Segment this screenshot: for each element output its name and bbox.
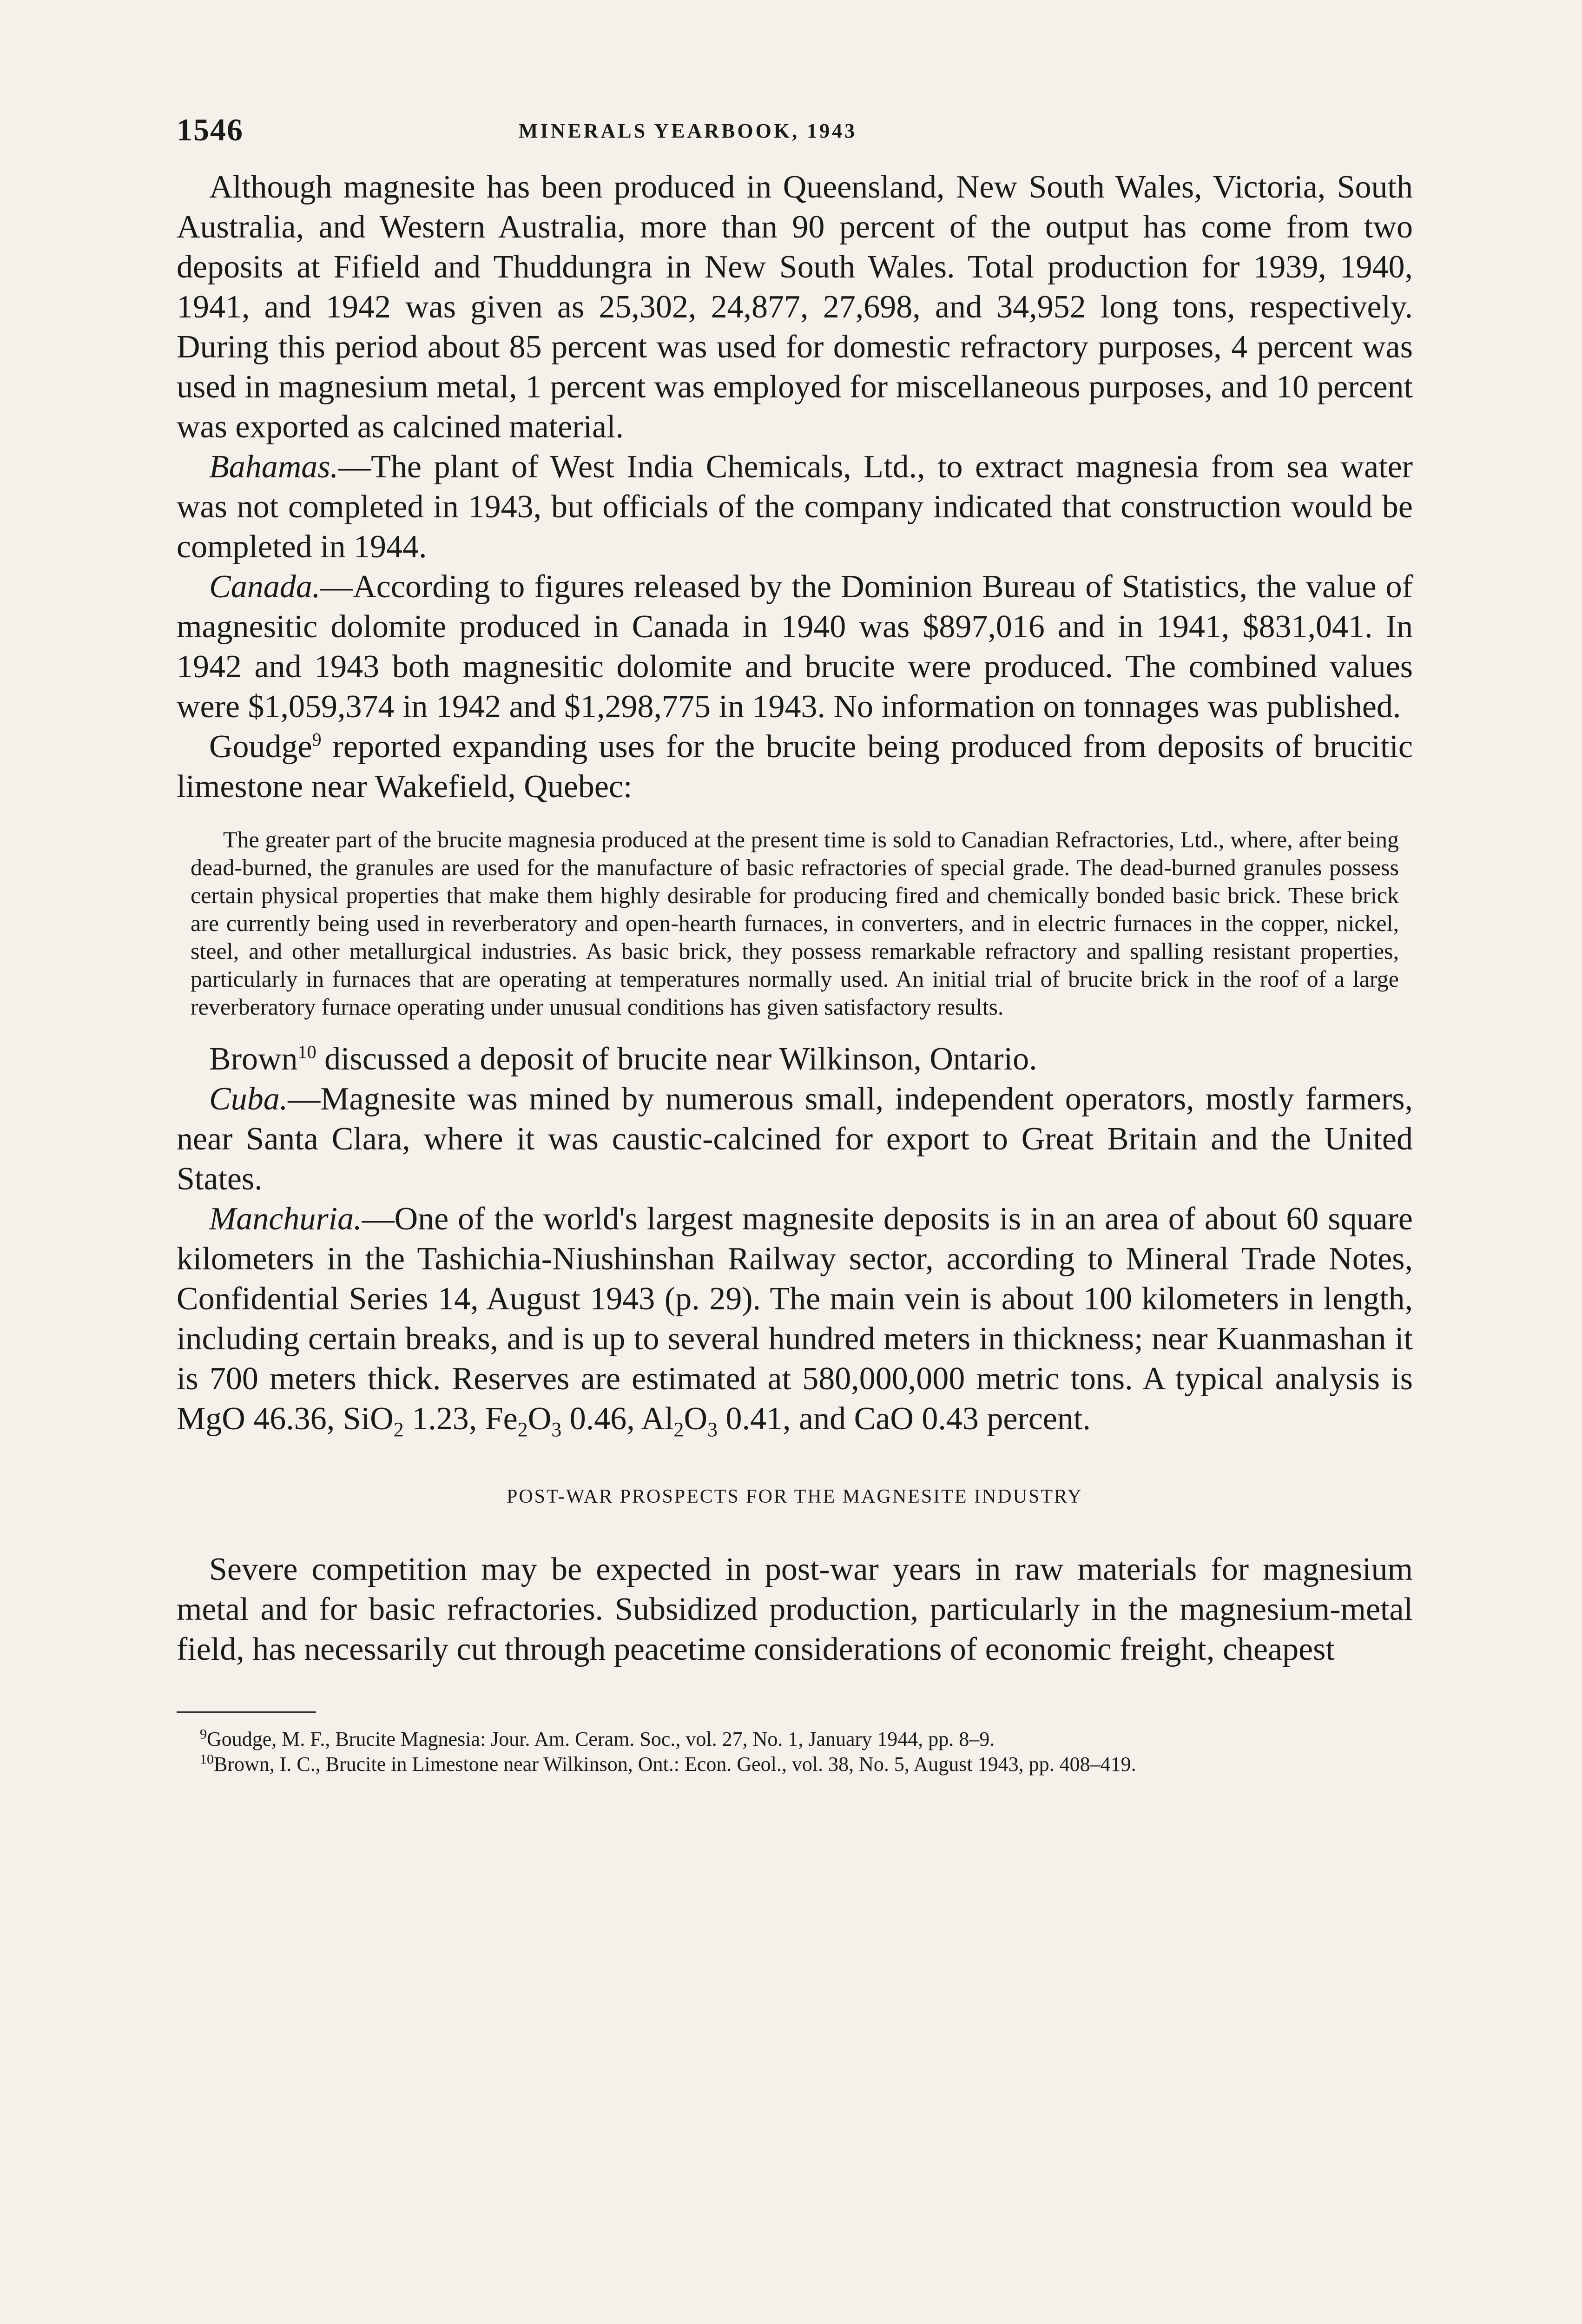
goudge-text: reported expanding uses for the brucite being produced from deposits of brucitic limestone near Wakefield, Quebec: — [177, 729, 1413, 805]
footnote-mark: 10 — [200, 1751, 214, 1767]
manchuria-text-part: O — [527, 1401, 552, 1437]
paragraph-postwar: Severe competition may be expected in post-war years in raw materials for magnesium metal and for basic refractories. Subsidized production, particularly in the magnesium-metal field, has necessarily cut through peacetime considerations of economic freight, cheapest — [177, 1552, 1413, 1667]
subscript: 3 — [707, 1418, 718, 1441]
subscript: 2 — [393, 1418, 404, 1441]
main-text — [177, 167, 1413, 1670]
block-quote — [177, 825, 1413, 1021]
manchuria-text-part: O — [684, 1401, 707, 1437]
subscript: 3 — [551, 1418, 562, 1441]
manchuria-text-part: 0.41, and CaO 0.43 percent. — [718, 1401, 1091, 1437]
canada-text: —According to figures released by the Dominion Bureau of Statistics, the value of magnesitic dolomite produced in Canada in 1940 was $897,016 and in 1941, $831,041. In 1942 and 1943 both magnesitic dolomite and brucite were produced. The combined values were $1,059,374 in 1942 and $1,298,775 in 1943. No information on tonnages was published. — [177, 569, 1413, 725]
running-head — [177, 112, 1413, 167]
footnote-9 — [177, 1727, 1413, 1752]
subscript: 2 — [673, 1418, 684, 1441]
footnote-mark: 9 — [200, 1726, 207, 1742]
running-title: MINERALS YEARBOOK, 1943 — [518, 119, 857, 142]
bahamas-text: —The plant of West India Chemicals, Ltd., to extract magnesia from sea water was not completed in 1943, but officials of the company indicated that construction would be completed in 1944. — [177, 449, 1413, 565]
country-heading-canada: Canada. — [209, 569, 321, 605]
footnote-ref-10: 10 — [297, 1041, 316, 1063]
paragraph-cuba — [177, 1079, 1413, 1199]
footnote-ref-9: 9 — [312, 729, 322, 750]
brown-name: Brown — [209, 1041, 298, 1077]
paragraph-bahamas — [177, 447, 1413, 567]
brown-text: discussed a deposit of brucite near Wilkinson, Ontario. — [316, 1041, 1037, 1077]
country-heading-cuba: Cuba. — [209, 1081, 288, 1117]
page-number: 1546 — [177, 112, 244, 147]
manchuria-text-part: 1.23, Fe — [403, 1401, 518, 1437]
footnote-divider — [177, 1711, 316, 1713]
footnote-text: Goudge, M. F., Brucite Magnesia: Jour. Am. Ceram. Soc., vol. 27, No. 1, January 1944, pp. 8–9. — [207, 1728, 995, 1750]
paragraph-australia: Although magnesite has been produced in Queensland, New South Wales, Victoria, South Australia, and Western Australia, more than 90 percent of the output has come from two deposits at Fifield and Thuddungra in New South Wales. Total production for 1939, 1940, 1941, and 1942 was given as 25,302, 24,877, 27,698, and 34,952 long tons, respectively. During this period about 85 percent was used for domestic refractory purposes, 4 percent was used in magnesium metal, 1 percent was employed for miscellaneous purposes, and 10 percent was exported as calcined material. — [177, 169, 1413, 445]
paragraph-canada — [177, 567, 1413, 727]
paragraph-goudge — [177, 727, 1413, 807]
country-heading-bahamas: Bahamas. — [209, 449, 339, 485]
manchuria-text-part: 0.46, Al — [561, 1401, 674, 1437]
section-heading: POST-WAR PROSPECTS FOR THE MAGNESITE INDUSTRY — [506, 1486, 1083, 1507]
paragraph-brown — [177, 1039, 1413, 1079]
subscript: 2 — [517, 1418, 528, 1441]
paragraph-manchuria — [177, 1199, 1413, 1439]
footnote-text: Brown, I. C., Brucite in Limestone near Wilkinson, Ont.: Econ. Geol., vol. 38, No. 5, August 1943, pp. 408–419. — [214, 1753, 1136, 1776]
cuba-text: —Magnesite was mined by numerous small, independent operators, mostly farmers, near Santa Clara, where it was caustic-calcined for export to Great Britain and the United States. — [177, 1081, 1413, 1197]
quote-text: The greater part of the brucite magnesia produced at the present time is sold to Canadian Refractories, Ltd., where, after being dead-burned, the granules are used for the manufacture of basic refractories of special grade. The dead-burned granules possess certain physical properties that make them highly desirable for producing fired and chemically bonded basic brick. These brick are currently being used in reverberatory and open-hearth furnaces, in converters, and in electric furnaces in the copper, nickel, steel, and other metallurgical industries. As basic brick, they possess remarkable refractory and spalling resistant properties, particularly in furnaces that are operating at temperatures normally used. An initial trial of brucite brick in the roof of a large reverberatory furnace operating under unusual conditions has given satisfactory results. — [191, 826, 1399, 1020]
footnote-10 — [177, 1752, 1413, 1777]
goudge-name: Goudge — [209, 729, 312, 765]
document-page — [177, 112, 1413, 1777]
country-heading-manchuria: Manchuria. — [209, 1201, 362, 1237]
footnotes — [177, 1727, 1413, 1777]
manchuria-text: —One of the world's largest magnesite deposits is in an area of about 60 square kilometers in the Tashichia-Niushinshan Railway sector, according to Mineral Trade Notes, Confidential Series 14, August 1943 (p. 29). The main vein is about 100 kilometers in length, including certain breaks, and is up to several hundred meters in thickness; near Kuanmashan it is 700 meters thick. Reserves are estimated at 580,000,000 metric tons. A typical analysis is MgO 46.36, SiO — [177, 1201, 1413, 1437]
